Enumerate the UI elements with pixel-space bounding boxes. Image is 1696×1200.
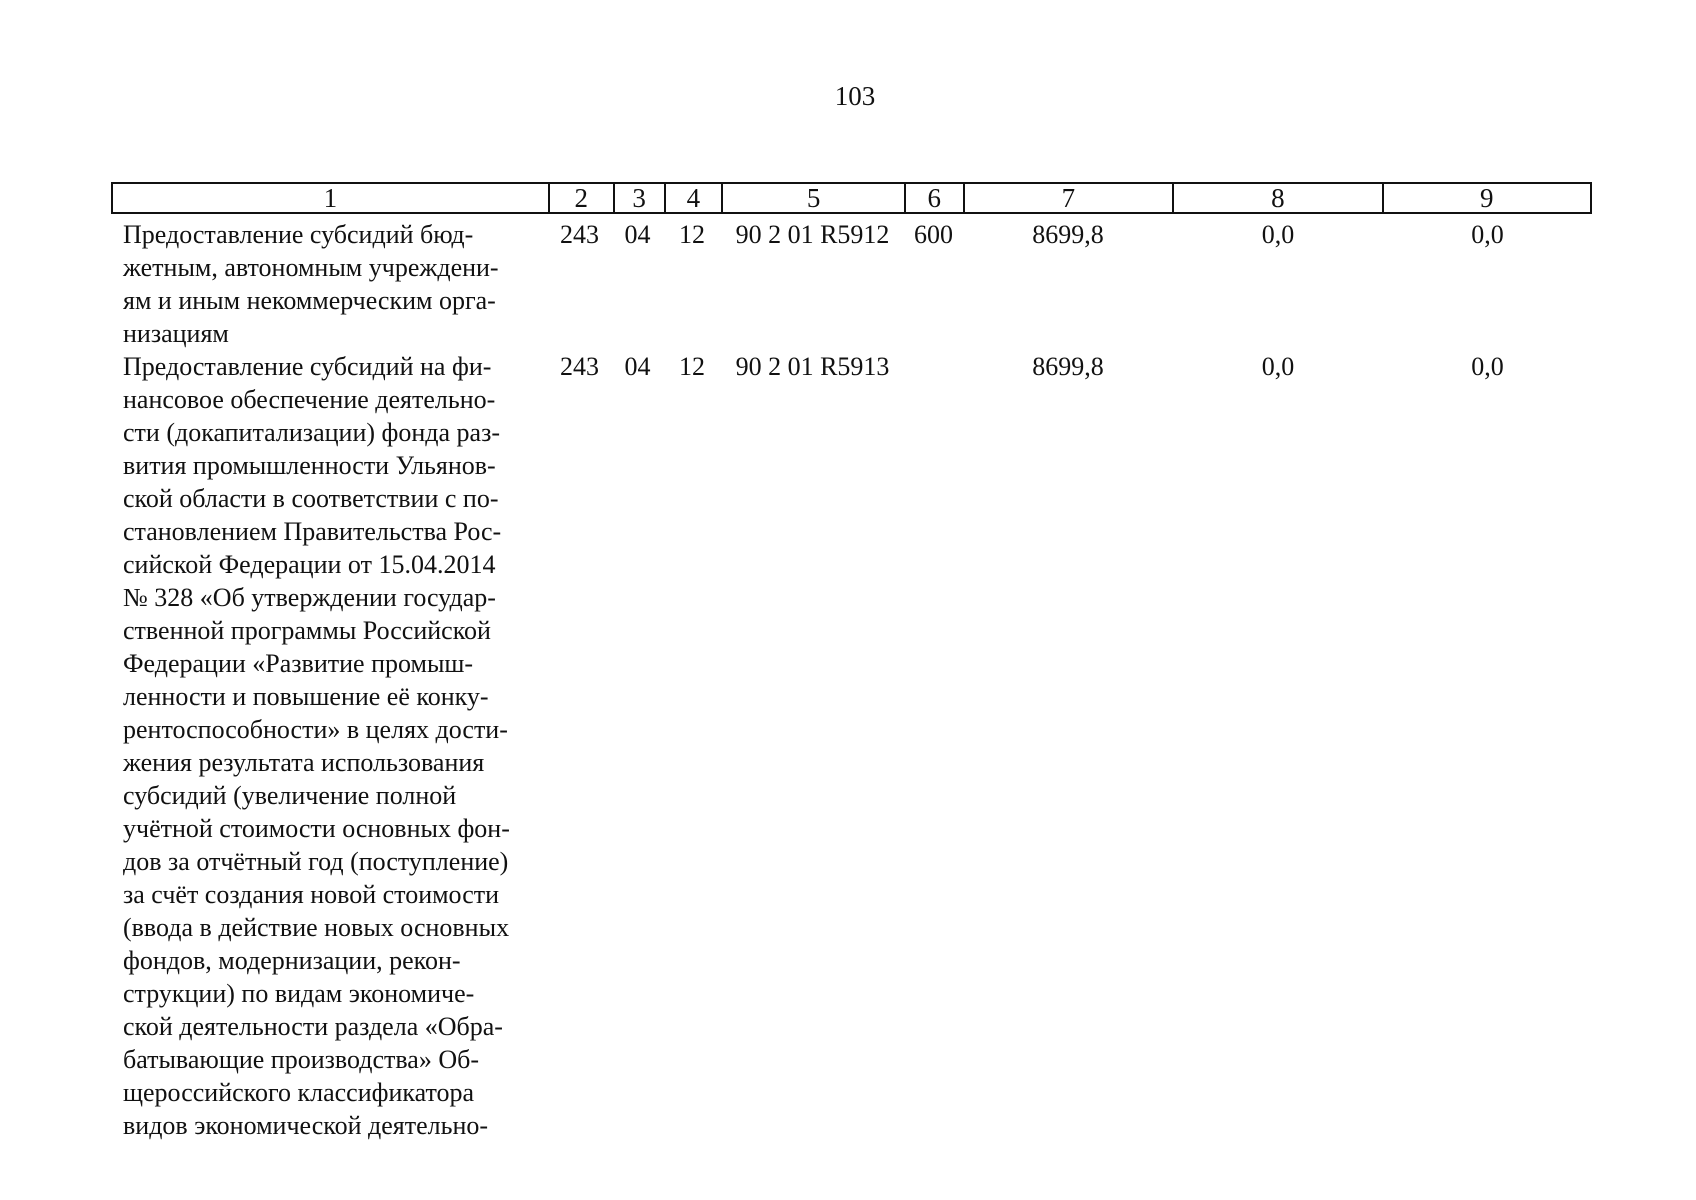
text-line: ственной программы Российской xyxy=(123,616,491,645)
text-line: жения результата использования xyxy=(123,748,485,777)
text-line: за счёт создания новой стоимости xyxy=(123,880,500,909)
row-cell-col-5: 90 2 01 R5912 xyxy=(735,220,890,249)
text-line: сти (докапитализации) фонда раз- xyxy=(123,418,501,447)
table-row xyxy=(111,218,1592,350)
text-line: видов экономической деятельно- xyxy=(123,1111,489,1140)
text-line: дов за отчётный год (поступление) xyxy=(123,847,509,876)
row-cell-col-3: 04 xyxy=(624,220,651,249)
text-line: ской деятельности раздела «Обра- xyxy=(123,1012,503,1041)
text-line: Федерации «Развитие промыш- xyxy=(123,649,474,678)
text-line: № 328 «Об утверждении государ- xyxy=(123,583,496,612)
text-line: (ввода в действие новых основных xyxy=(123,913,510,942)
row-cell-col-9: 0,0 xyxy=(1471,352,1504,381)
row-cell-col-7: 8699,8 xyxy=(1032,352,1104,381)
row-cell-col-2: 243 xyxy=(560,220,599,249)
table-header-row xyxy=(111,182,1592,214)
row-cell-col-6: 600 xyxy=(914,220,953,249)
row-cell-col-9: 0,0 xyxy=(1471,220,1504,249)
row-cell-col-8: 0,0 xyxy=(1261,220,1295,249)
text-line: ленности и повышение её конку- xyxy=(123,682,489,711)
text-line: жетным, автономным учреждени- xyxy=(123,253,499,282)
header-col-7: 7 xyxy=(963,184,1172,212)
text-line: Предоставление субсидий бюд- xyxy=(123,220,474,249)
text-line: фондов, модернизации, рекон- xyxy=(123,946,461,975)
header-col-2: 2 xyxy=(548,184,613,212)
text-line: Предоставление субсидий на фи- xyxy=(123,352,492,381)
header-col-9: 9 xyxy=(1382,184,1590,212)
text-line: субсидий (увеличение полной xyxy=(123,781,457,810)
text-line: нансовое обеспечение деятельно- xyxy=(123,385,496,414)
text-line: становлением Правительства Рос- xyxy=(123,517,502,546)
header-col-1: 1 xyxy=(323,183,338,213)
header-col-5: 5 xyxy=(721,184,904,212)
text-line: щероссийского классификатора xyxy=(123,1078,475,1107)
header-col-8: 8 xyxy=(1172,184,1381,212)
text-line: вития промышленности Ульянов- xyxy=(123,451,496,480)
row-name-cell xyxy=(111,350,547,1142)
text-line: струкции) по видам экономиче- xyxy=(123,979,475,1008)
page-number: 103 xyxy=(834,81,876,111)
row-cell-col-4: 12 xyxy=(679,352,705,381)
text-line: ской области в соответствии с по- xyxy=(123,484,499,513)
text-line: рентоспособности» в целях дости- xyxy=(123,715,508,744)
row-name-cell xyxy=(111,218,547,350)
text-line: сийской Федерации от 15.04.2014 xyxy=(123,550,496,579)
text-line: низациям xyxy=(123,319,229,348)
header-col-6: 6 xyxy=(904,184,963,212)
table-row xyxy=(111,350,1592,1142)
row-cell-col-3: 04 xyxy=(624,352,651,381)
row-cell-col-6 xyxy=(904,350,963,1142)
row-cell-col-7: 8699,8 xyxy=(1032,220,1104,249)
row-cell-col-4: 12 xyxy=(679,220,705,249)
text-line: батывающие производства» Об- xyxy=(123,1045,480,1074)
row-cell-col-5: 90 2 01 R5913 xyxy=(735,352,890,381)
text-line: ям и иным некоммерческим орга- xyxy=(123,286,496,315)
header-col-4: 4 xyxy=(664,184,722,212)
row-cell-col-8: 0,0 xyxy=(1261,352,1295,381)
row-cell-col-2: 243 xyxy=(560,352,599,381)
text-line: учётной стоимости основных фон- xyxy=(123,814,510,843)
header-col-3: 3 xyxy=(613,184,664,212)
